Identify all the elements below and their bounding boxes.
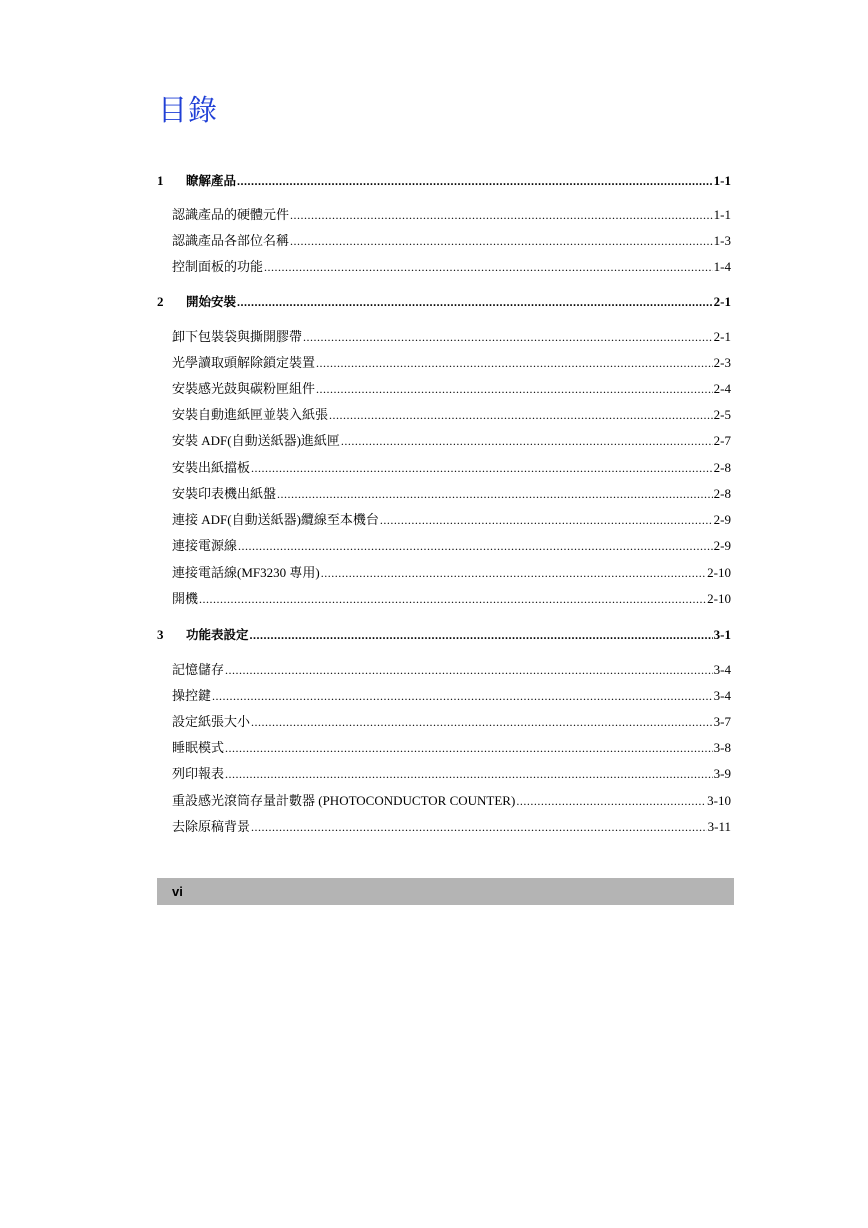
toc-entry[interactable] (172, 590, 731, 608)
page-reference: 2-1 (713, 329, 731, 344)
entry-title: 安裝 ADF(自動送紙器)進紙匣 (172, 433, 340, 448)
entry-title: 光學讀取頭解除鎖定裝置 (172, 355, 316, 370)
page-reference: 3-4 (713, 662, 731, 677)
toc-entry[interactable] (172, 765, 731, 783)
page-reference: 3-10 (707, 793, 731, 808)
page-reference: 3-11 (707, 819, 731, 834)
entry-title: 認識產品的硬體元件 (172, 207, 290, 222)
dot-leader (237, 172, 713, 190)
dot-leader (316, 354, 713, 372)
page-reference: 2-1 (713, 294, 731, 309)
entry-title: 連接電話線(MF3230 專用) (172, 565, 320, 580)
dot-leader (321, 564, 706, 582)
page-reference: 2-8 (713, 486, 731, 501)
chapter-number: 3 (157, 627, 164, 642)
dot-leader (225, 739, 713, 757)
dot-leader (251, 818, 707, 836)
toc-entry[interactable] (172, 818, 731, 836)
toc-entry[interactable] (172, 661, 731, 679)
entry-title: 安裝感光鼓與碳粉匣組件 (172, 381, 316, 396)
toc-entry[interactable] (172, 432, 731, 450)
page-reference: 2-8 (713, 460, 731, 475)
page-reference: 1-1 (713, 173, 731, 188)
entry-title: 去除原稿背景 (172, 819, 251, 834)
footer-bar (157, 878, 734, 905)
dot-leader (303, 328, 713, 346)
dot-leader (316, 380, 713, 398)
page-reference: 2-9 (713, 538, 731, 553)
entry-title: 睡眠模式 (172, 740, 225, 755)
dot-leader (329, 406, 713, 424)
dot-leader (250, 626, 713, 644)
page-reference: 2-7 (713, 433, 731, 448)
dot-leader (237, 293, 713, 311)
dot-leader (380, 511, 713, 529)
page-reference: 2-4 (713, 381, 731, 396)
dot-leader (225, 661, 713, 679)
toc-chapter-2[interactable] (157, 293, 731, 311)
chapter-title: 瞭解產品 (186, 173, 237, 188)
page-reference: 3-7 (713, 714, 731, 729)
dot-leader (264, 258, 713, 276)
page-reference: 3-1 (713, 627, 731, 642)
chapter-title: 開始安裝 (186, 294, 237, 309)
chapter-number: 2 (157, 294, 164, 309)
entry-title: 記憶儲存 (172, 662, 225, 677)
toc-entry[interactable] (172, 406, 731, 424)
dot-leader (238, 537, 713, 555)
toc-entry[interactable] (172, 232, 731, 250)
dot-leader (277, 485, 713, 503)
page-reference: 1-4 (713, 259, 731, 274)
toc-entry[interactable] (172, 537, 731, 555)
toc-entry[interactable] (172, 687, 731, 705)
page-reference: 2-10 (707, 591, 731, 606)
entry-title: 卸下包裝袋與撕開膠帶 (172, 329, 303, 344)
chapter-title: 功能表設定 (186, 627, 249, 642)
toc-entry[interactable] (172, 354, 731, 372)
toc-entry[interactable] (172, 485, 731, 503)
footer-page-number: vi (172, 884, 183, 899)
toc-entry[interactable] (172, 459, 731, 477)
toc-entry[interactable] (172, 511, 731, 529)
toc-entry[interactable] (172, 206, 731, 224)
dot-leader (212, 687, 713, 705)
dot-leader (251, 713, 713, 731)
dot-leader (225, 765, 713, 783)
page-reference: 1-1 (713, 207, 731, 222)
page-reference: 2-10 (707, 565, 731, 580)
entry-title: 控制面板的功能 (172, 259, 264, 274)
entry-title: 列印報表 (172, 766, 225, 781)
page-reference: 3-9 (713, 766, 731, 781)
entry-title: 設定紙張大小 (172, 714, 251, 729)
entry-title: 安裝印表機出紙盤 (172, 486, 277, 501)
dot-leader (516, 792, 706, 810)
page-reference: 2-9 (713, 512, 731, 527)
toc-chapter-3[interactable] (157, 626, 731, 644)
chapter-number: 1 (157, 173, 164, 188)
toc-entry[interactable] (172, 564, 731, 582)
entry-title: 開機 (172, 591, 199, 606)
entry-title: 認識產品各部位名稱 (172, 233, 290, 248)
entry-title: 操控鍵 (172, 688, 212, 703)
dot-leader (290, 206, 713, 224)
toc-entry[interactable] (172, 713, 731, 731)
page-reference: 2-5 (713, 407, 731, 422)
toc-entry[interactable] (172, 739, 731, 757)
toc-entry[interactable] (172, 380, 731, 398)
dot-leader (341, 432, 713, 450)
page-reference: 3-8 (713, 740, 731, 755)
entry-title: 連接 ADF(自動送紙器)纜線至本機台 (172, 512, 379, 527)
entry-title: 連接電源線 (172, 538, 238, 553)
toc-entry[interactable] (172, 792, 731, 810)
entry-title: 安裝出紙擋板 (172, 460, 251, 475)
entry-title: 安裝自動進紙匣並裝入紙張 (172, 407, 329, 422)
page-reference: 2-3 (713, 355, 731, 370)
dot-leader (290, 232, 713, 250)
entry-title: 重設感光滾筒存量計數器 (PHOTOCONDUCTOR COUNTER) (172, 793, 516, 808)
page-title: 目錄 (158, 93, 219, 127)
dot-leader (251, 459, 713, 477)
toc-chapter-1[interactable] (157, 172, 731, 190)
dot-leader (199, 590, 706, 608)
page-reference: 1-3 (713, 233, 731, 248)
toc-entry[interactable] (172, 258, 731, 276)
page-reference: 3-4 (713, 688, 731, 703)
toc-entry[interactable] (172, 328, 731, 346)
